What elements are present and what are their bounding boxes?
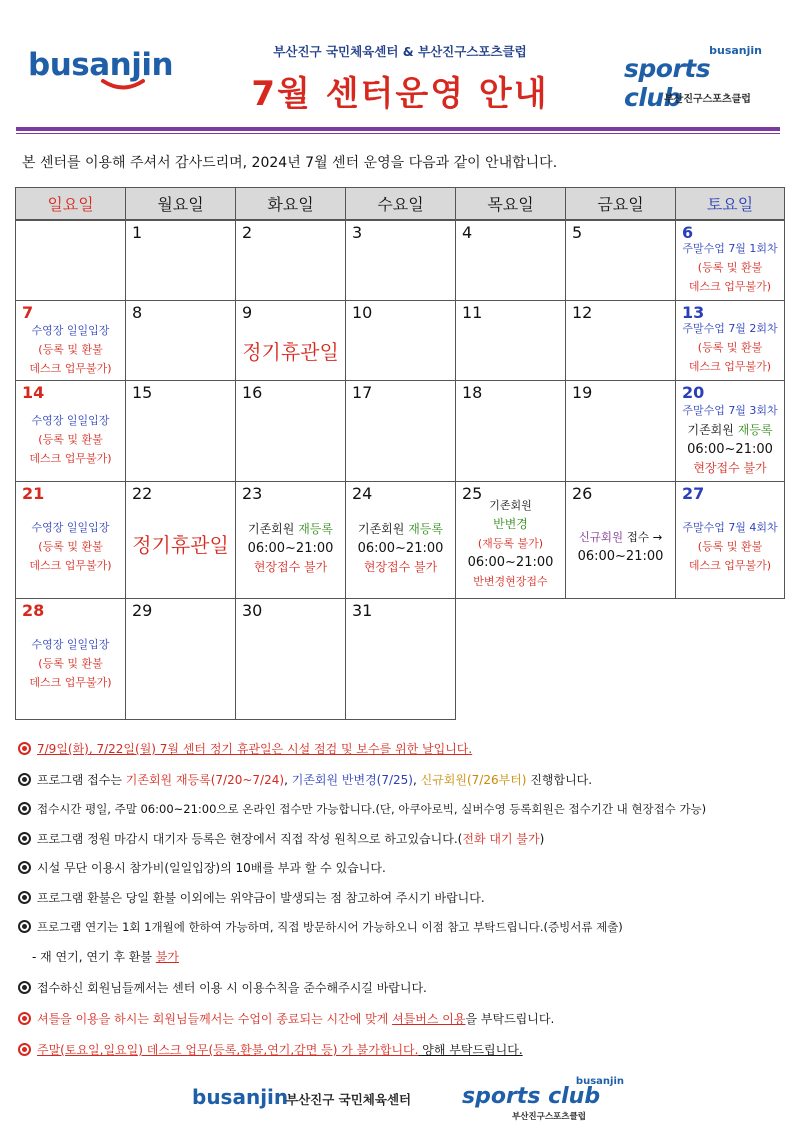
notice-text: 접수하신 회원님들께서는 센터 이용 시 이용수칙을 준수해주시길 바랍니다.: [37, 981, 427, 995]
day-number: 9: [242, 303, 253, 322]
day-number: 31: [352, 601, 373, 620]
day-number: 25: [462, 484, 483, 503]
no-onsite-label: 현장접수 불가: [693, 461, 767, 475]
notice-text: - 재 연기, 연기 후 환불: [32, 950, 156, 964]
header-divider-thin: [16, 133, 780, 134]
no-desk-note: 데스크 업무불가): [688, 280, 772, 293]
day-number: 19: [572, 383, 593, 402]
reregister-note: [676, 421, 784, 440]
notice-item: [18, 830, 544, 847]
notice-text: 진행합니다.: [526, 773, 593, 787]
hours-label: 06:00~21:00: [687, 442, 773, 457]
day-number: 15: [132, 383, 153, 402]
hours-label: 06:00~21:00: [247, 541, 334, 556]
intro-text: 본 센터를 이용해 주셔서 감사드리며, 2024년 7월 센터 운영을 다음과 같이 안내합니다.: [22, 155, 558, 171]
no-desk-note: (등록 및 환불: [38, 540, 103, 553]
day-number: 2: [242, 223, 253, 242]
day-cell-25: [455, 481, 566, 599]
notice-highlight: 기존회원 반변경(7/25): [291, 773, 413, 787]
day-number: 5: [572, 223, 583, 242]
day-cell-9: [235, 300, 346, 381]
existing-member-label: 기존회원: [489, 499, 532, 512]
day-number: 22: [132, 484, 153, 503]
weekend-class-note: 주말수업 7월 1회차: [682, 242, 778, 255]
footer-sports-club-logo: [462, 1076, 632, 1122]
calendar-week-1: [16, 221, 785, 301]
day-cell-3: [345, 220, 456, 301]
reception-label: 접수 →: [626, 530, 663, 544]
calendar-week-5: [16, 599, 785, 720]
day-cell-30: [235, 598, 346, 720]
day-cell-23: [235, 481, 346, 599]
busanjin-logo-text: busanjin: [28, 47, 174, 83]
notice-text: 셔틀을 이용을 하시는 회원님들께서는 수업이 종료되는 시간에 맞게: [37, 1012, 393, 1026]
notice-highlight: 신규회원(7/26부터): [420, 773, 527, 787]
day-number: 7: [22, 303, 34, 322]
day-cell-8: [125, 300, 236, 381]
sports-club-logo-text: sports club: [624, 54, 711, 112]
pool-daily-note: 수영장 일일입장: [31, 324, 110, 337]
weekend-class-note: 주말수업 7월 4회차: [682, 521, 778, 534]
notice-highlight: 주말(토요일,일요일) 데스크 업무(등록,환불,연기,감면 등) 가 불가합니다.: [37, 1043, 419, 1057]
no-desk-note: (등록 및 환불: [697, 540, 763, 553]
holiday-label: 정기휴관일: [242, 340, 339, 364]
day-cell-2: [235, 220, 346, 301]
day-number: 13: [682, 303, 705, 322]
day-number: 14: [22, 383, 45, 402]
no-onsite-label: 현장접수 불가: [253, 560, 328, 574]
weekday-friday: 금요일: [565, 187, 676, 220]
notice-highlight: 셔틀버스 이용: [392, 1012, 466, 1026]
no-desk-note: 데스크 업무불가): [688, 559, 772, 572]
no-desk-note: 데스크 업무불가): [688, 360, 772, 373]
class-change-onsite-label: 반변경현장접수: [473, 575, 548, 588]
notice-text: 접수시간 평일, 주말 06:00~21:00으로 온라인 접수만 가능합니다.(단, 아쿠아로빅, 실버수영 등록회원은 접수기간 내 현장접수 가능): [37, 802, 707, 816]
day-cell-17: [345, 380, 456, 482]
no-desk-note: (등록 및 환불: [38, 433, 103, 446]
notice-text: ,: [284, 773, 292, 787]
no-desk-note: (등록 및 환불: [38, 657, 103, 670]
bullet-icon: [18, 773, 31, 786]
pool-daily-note: 수영장 일일입장: [31, 414, 110, 427]
day-cell-empty: [15, 220, 126, 301]
day-number: 27: [682, 484, 705, 503]
footer-logo-text: sports club: [462, 1084, 601, 1109]
day-cell-31: [345, 598, 456, 720]
day-number: 3: [352, 223, 363, 242]
notice-text: ,: [412, 773, 421, 787]
footer-center-name: 부산진구 국민체육센터: [286, 1092, 412, 1107]
hours-label: 06:00~21:00: [577, 549, 664, 564]
day-number: 4: [462, 223, 473, 242]
existing-member-label: 기존회원: [687, 423, 734, 437]
weekday-wednesday: 수요일: [345, 187, 456, 220]
day-number: 30: [242, 601, 263, 620]
day-number: 1: [132, 223, 143, 242]
existing-member-label: 기존회원: [358, 522, 405, 536]
footer-logo-tag: 부산진구스포츠클럽: [512, 1112, 586, 1122]
notice-text: 프로그램 환불은 당일 환불 이외에는 위약금이 발생되는 점 참고하여 주시기 바랍니다.: [37, 891, 485, 905]
notice-text: 7/9일(화), 7/22일(월) 7월 센터 정기 휴관일은 시설 점검 및 보수를 위한 날입니다.: [37, 742, 473, 756]
sports-club-logo-mini: busanjin: [709, 44, 762, 57]
day-cell-29: [125, 598, 236, 720]
bullet-icon: [18, 891, 31, 904]
notice-text: ): [539, 832, 545, 846]
notice-item: [18, 740, 472, 757]
notice-item: [18, 859, 386, 876]
no-reregister-label: (재등록 불가): [477, 537, 544, 550]
calendar-week-4: [16, 482, 785, 599]
footer-busanjin-logo: busanjin: [192, 1085, 289, 1109]
day-cell-19: [565, 380, 676, 482]
day-number: 24: [352, 484, 373, 503]
holiday-label: 정기휴관일: [132, 533, 229, 557]
page-title: 7월 센터운영 안내: [251, 74, 549, 114]
day-cell-18: [455, 380, 566, 482]
notice-text: 프로그램 접수는: [37, 773, 126, 787]
calendar-week-2: [16, 301, 785, 381]
weekend-class-note: 주말수업 7월 3회차: [682, 404, 778, 417]
notice-item: [18, 919, 623, 935]
bullet-icon: [18, 802, 31, 815]
reregister-note: [346, 520, 455, 539]
day-number: 16: [242, 383, 263, 402]
new-member-note: [566, 528, 675, 547]
day-cell-7: [15, 300, 126, 381]
bullet-icon: [18, 861, 31, 874]
day-cell-5: [565, 220, 676, 301]
weekday-thursday: 목요일: [455, 187, 566, 220]
no-desk-note: (등록 및 환불: [697, 261, 763, 274]
day-cell-27: [675, 481, 785, 599]
day-number: 11: [462, 303, 483, 322]
hours-label: 06:00~21:00: [357, 541, 444, 556]
sports-club-logo-tag: 부산진구스포츠클럽: [664, 94, 751, 105]
day-number: 10: [352, 303, 373, 322]
day-cell-6: [675, 220, 785, 301]
notice-highlight: 불가: [155, 950, 179, 964]
day-cell-26: [565, 481, 676, 599]
day-cell-10: [345, 300, 456, 381]
day-cell-22: [125, 481, 236, 599]
weekday-tuesday: 화요일: [235, 187, 346, 220]
day-cell-15: [125, 380, 236, 482]
notice-text: 프로그램 연기는 1회 1개월에 한하여 가능하며, 직접 방문하시어 가능하오니 이점 참고 부탁드립니다.(증빙서류 제출): [37, 920, 623, 934]
calendar-header-row: [16, 188, 785, 221]
hours-label: 06:00~21:00: [467, 555, 554, 570]
no-desk-note: 데스크 업무불가): [29, 362, 112, 375]
notice-highlight: 기존회원 재등록(7/20~7/24): [125, 773, 285, 787]
day-cell-11: [455, 300, 566, 381]
bullet-icon: [18, 832, 31, 845]
day-cell-1: [125, 220, 236, 301]
no-desk-note: (등록 및 환불: [38, 343, 103, 356]
weekday-saturday: 토요일: [675, 187, 785, 220]
day-number: 20: [682, 383, 705, 402]
weekday-monday: 월요일: [125, 187, 236, 220]
pool-daily-note: 수영장 일일입장: [31, 521, 110, 534]
day-number: 28: [22, 601, 45, 620]
day-cell-13: [675, 300, 785, 381]
notice-text: 양해 부탁드립니다.: [418, 1043, 523, 1057]
bullet-icon: [18, 981, 31, 994]
notice-item: [18, 1041, 523, 1058]
day-cell-16: [235, 380, 346, 482]
class-change-label: 반변경: [493, 517, 528, 531]
day-number: 6: [682, 223, 694, 242]
existing-member-label: 기존회원: [248, 522, 295, 536]
re-register-label: 재등록: [298, 522, 333, 536]
day-number: 8: [132, 303, 143, 322]
notice-item: [18, 801, 706, 817]
day-number: 26: [572, 484, 593, 503]
notice-item: [18, 771, 592, 788]
day-number: 23: [242, 484, 263, 503]
notice-subitem: [32, 948, 179, 965]
no-desk-note: 데스크 업무불가): [29, 559, 112, 572]
day-number: 17: [352, 383, 373, 402]
bullet-icon: [18, 742, 31, 755]
day-number: 21: [22, 484, 45, 503]
weekend-class-note: 주말수업 7월 2회차: [682, 322, 778, 335]
notice-highlight: 전화 대기 불가: [462, 832, 540, 846]
bullet-icon: [18, 1043, 31, 1056]
day-number: 29: [132, 601, 153, 620]
pool-daily-note: 수영장 일일입장: [31, 638, 110, 651]
day-number: 18: [462, 383, 483, 402]
calendar-week-3: [16, 381, 785, 482]
day-cell-14: [15, 380, 126, 482]
sports-club-logo: [622, 44, 772, 112]
new-member-label: 신규회원: [578, 530, 624, 544]
no-desk-note: 데스크 업무불가): [29, 452, 112, 465]
day-cell-28: [15, 598, 126, 720]
reregister-note: [236, 520, 345, 539]
header-subtitle: 부산진구 국민체육센터 & 부산진구스포츠클럽: [273, 44, 527, 59]
notice-item: [18, 979, 427, 996]
no-desk-note: (등록 및 환불: [697, 341, 763, 354]
day-cell-20: [675, 380, 785, 482]
day-number: 12: [572, 303, 593, 322]
weekday-sunday: 일요일: [15, 187, 126, 220]
notice-item: [18, 889, 485, 906]
notice-item: [18, 1010, 554, 1027]
busanjin-logo: [28, 47, 174, 98]
no-desk-note: 데스크 업무불가): [29, 676, 112, 689]
bullet-icon: [18, 920, 31, 933]
notice-text: 시설 무단 이용시 참가비(일일입장)의 10배를 부과 할 수 있습니다.: [37, 861, 386, 875]
re-register-label: 재등록: [408, 522, 443, 536]
notice-text: 프로그램 정원 마감시 대기자 등록은 현장에서 직접 작성 원칙으로 하고있습니다.(: [37, 832, 463, 846]
bullet-icon: [18, 1012, 31, 1025]
notice-text: 을 부탁드립니다.: [465, 1012, 555, 1026]
no-onsite-label: 현장접수 불가: [363, 560, 438, 574]
day-cell-4: [455, 220, 566, 301]
footer-logo-mini: busanjin: [575, 1076, 624, 1087]
smile-icon: [100, 78, 146, 92]
day-cell-21: [15, 481, 126, 599]
header-divider: [16, 127, 780, 131]
re-register-label: 재등록: [737, 423, 773, 437]
day-cell-24: [345, 481, 456, 599]
day-cell-12: [565, 300, 676, 381]
